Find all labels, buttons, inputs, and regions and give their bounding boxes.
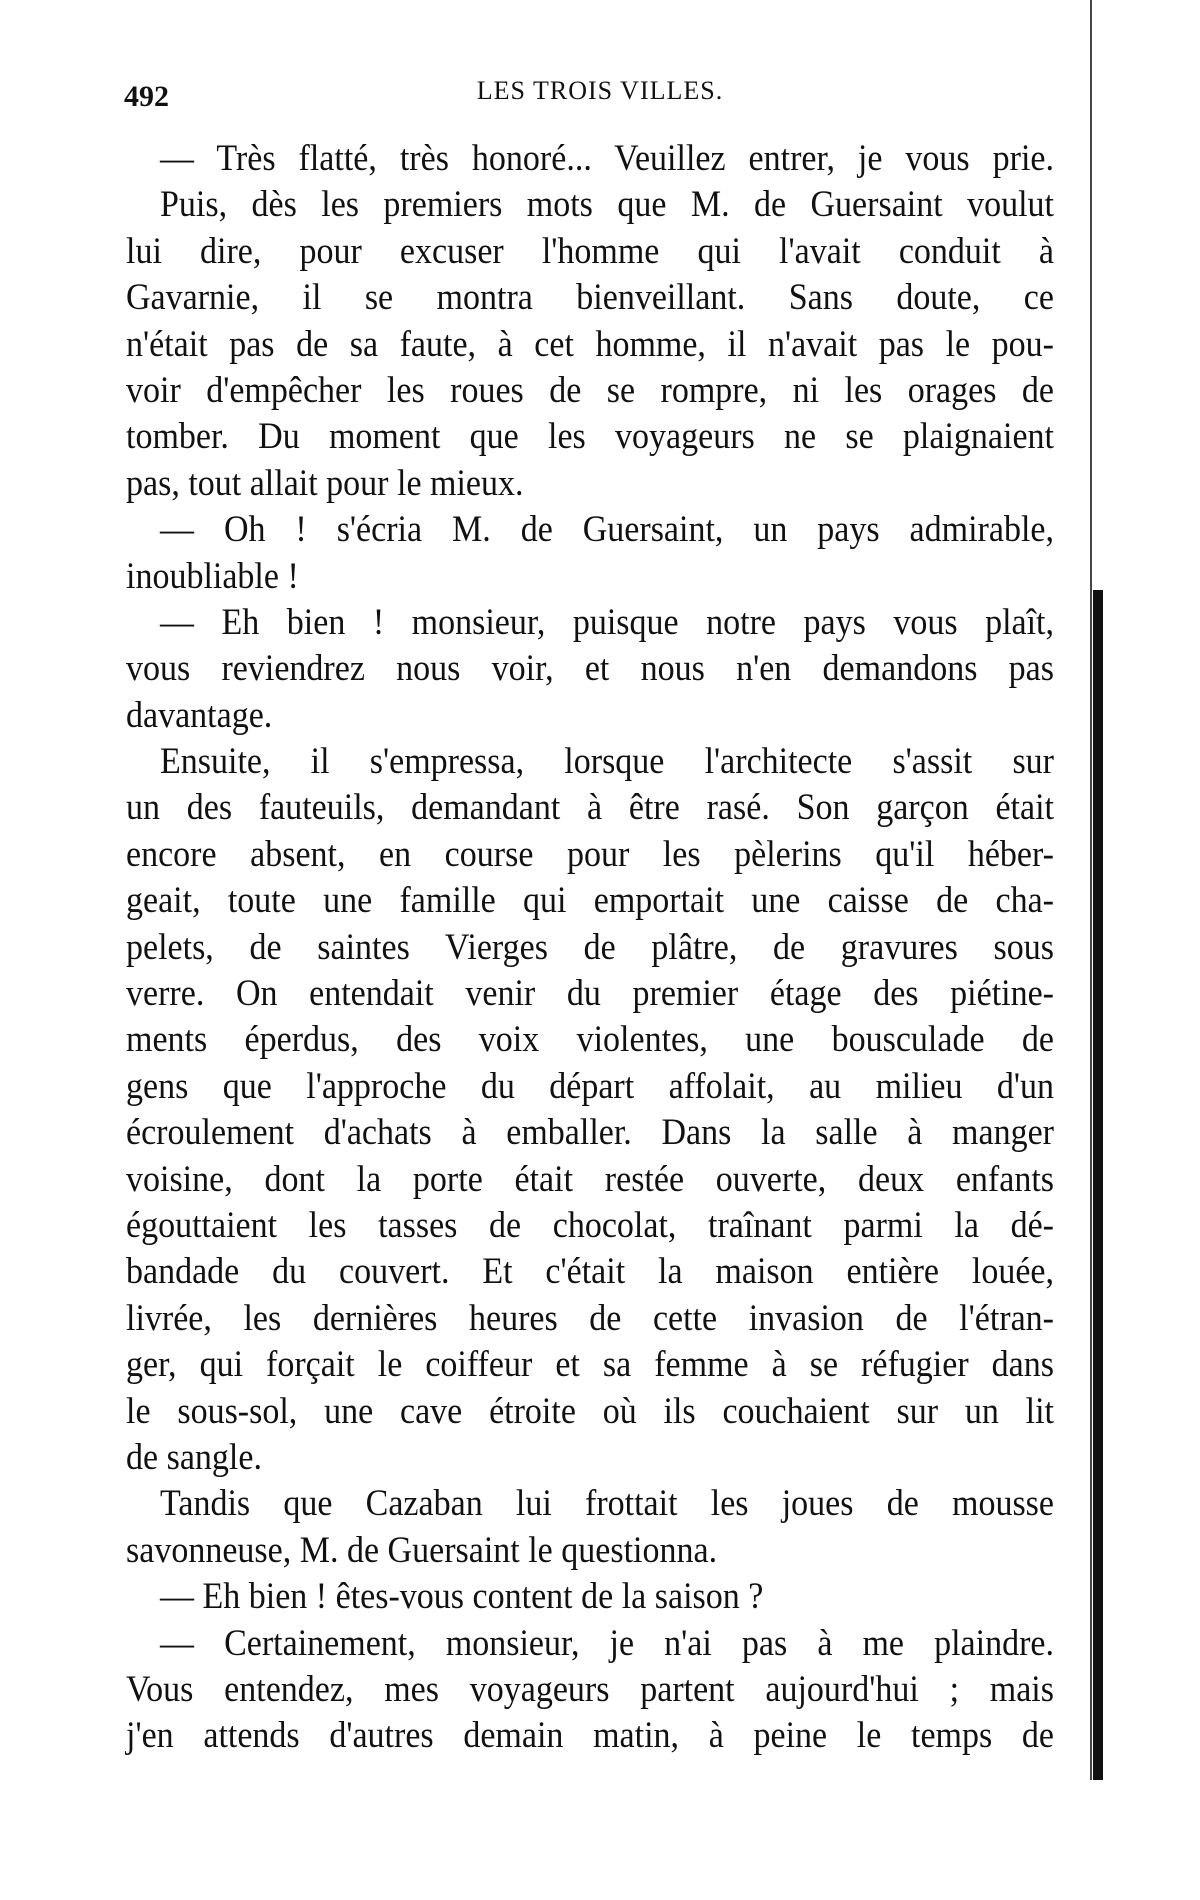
text-line: vous reviendrez nous voir, et nous n'en demandons pas — [126, 648, 1054, 689]
text-line: égouttaient les tasses de chocolat, traînant parmi la dé- — [126, 1205, 1054, 1246]
text-line: de sangle. — [126, 1437, 262, 1478]
page-edge-shadow — [1090, 0, 1092, 1780]
text-line: — Eh bien ! monsieur, puisque notre pays vous plaît, — [160, 602, 1054, 643]
text-line: geait, toute une famille qui emportait une caisse de cha- — [126, 880, 1054, 921]
text-line: Gavarnie, il se montra bienveillant. Sans doute, ce — [126, 277, 1054, 318]
text-line: écroulement d'achats à emballer. Dans la salle à manger — [126, 1112, 1054, 1153]
text-line: lui dire, pour excuser l'homme qui l'avait conduit à — [126, 231, 1054, 272]
text-line: Vous entendez, mes voyageurs partent aujourd'hui ; mais — [126, 1669, 1054, 1710]
text-line: ments éperdus, des voix violentes, une bousculade de — [126, 1019, 1054, 1060]
text-line: ger, qui forçait le coiffeur et sa femme à se réfugier dans — [126, 1344, 1054, 1385]
text-line: Tandis que Cazaban lui frottait les joues de mousse — [160, 1483, 1054, 1524]
text-line: inoubliable ! — [126, 555, 299, 596]
running-title: LES TROIS VILLES. — [476, 76, 724, 105]
text-line: n'était pas de sa faute, à cet homme, il n'avait pas le pou- — [126, 324, 1054, 364]
text-line: voisine, dont la porte était restée ouverte, deux enfants — [126, 1159, 1054, 1200]
text-line: un des fauteuils, demandant à être rasé. Son garçon était — [126, 787, 1054, 828]
text-line: j'en attends d'autres demain matin, à peine le temps de — [126, 1715, 1054, 1756]
text-line: tomber. Du moment que les voyageurs ne se plaignaient — [126, 416, 1054, 457]
text-line: — Certainement, monsieur, je n'ai pas à me plaindre. — [160, 1622, 1054, 1663]
text-line: encore absent, en course pour les pèlerins qu'il héber- — [126, 834, 1054, 875]
text-line: livrée, les dernières heures de cette invasion de l'étran- — [126, 1298, 1054, 1339]
text-line: Puis, dès les premiers mots que M. de Guersaint voulut — [160, 184, 1054, 225]
text-line: davantage. — [126, 695, 273, 736]
text-line: pas, tout allait pour le mieux. — [126, 463, 524, 504]
text-line: — Eh bien ! êtes-vous content de la saison ? — [160, 1576, 764, 1617]
text-line: pelets, de saintes Vierges de plâtre, de gravures sous — [126, 927, 1054, 968]
body-text — [126, 136, 1054, 1760]
text-line: — Très flatté, très honoré... Veuillez entrer, je vous prie. — [160, 138, 1054, 179]
text-line: gens que l'approche du départ affolait, au milieu d'un — [126, 1066, 1054, 1107]
text-line: Ensuite, il s'empressa, lorsque l'architecte s'assit sur — [160, 741, 1054, 782]
text-line: verre. On entendait venir du premier étage des piétine- — [126, 973, 1054, 1014]
text-line: voir d'empêcher les roues de se rompre, ni les orages de — [126, 370, 1054, 411]
page-edge-shadow-dark — [1093, 590, 1103, 1780]
page-number: 492 — [124, 80, 169, 113]
text-line: — Oh ! s'écria M. de Guersaint, un pays admirable, — [160, 509, 1054, 550]
text-line: le sous-sol, une cave étroite où ils couchaient sur un lit — [126, 1391, 1054, 1431]
text-line: bandade du couvert. Et c'était la maison entière louée, — [126, 1251, 1054, 1292]
text-line: savonneuse, M. de Guersaint le questionna. — [126, 1530, 718, 1571]
